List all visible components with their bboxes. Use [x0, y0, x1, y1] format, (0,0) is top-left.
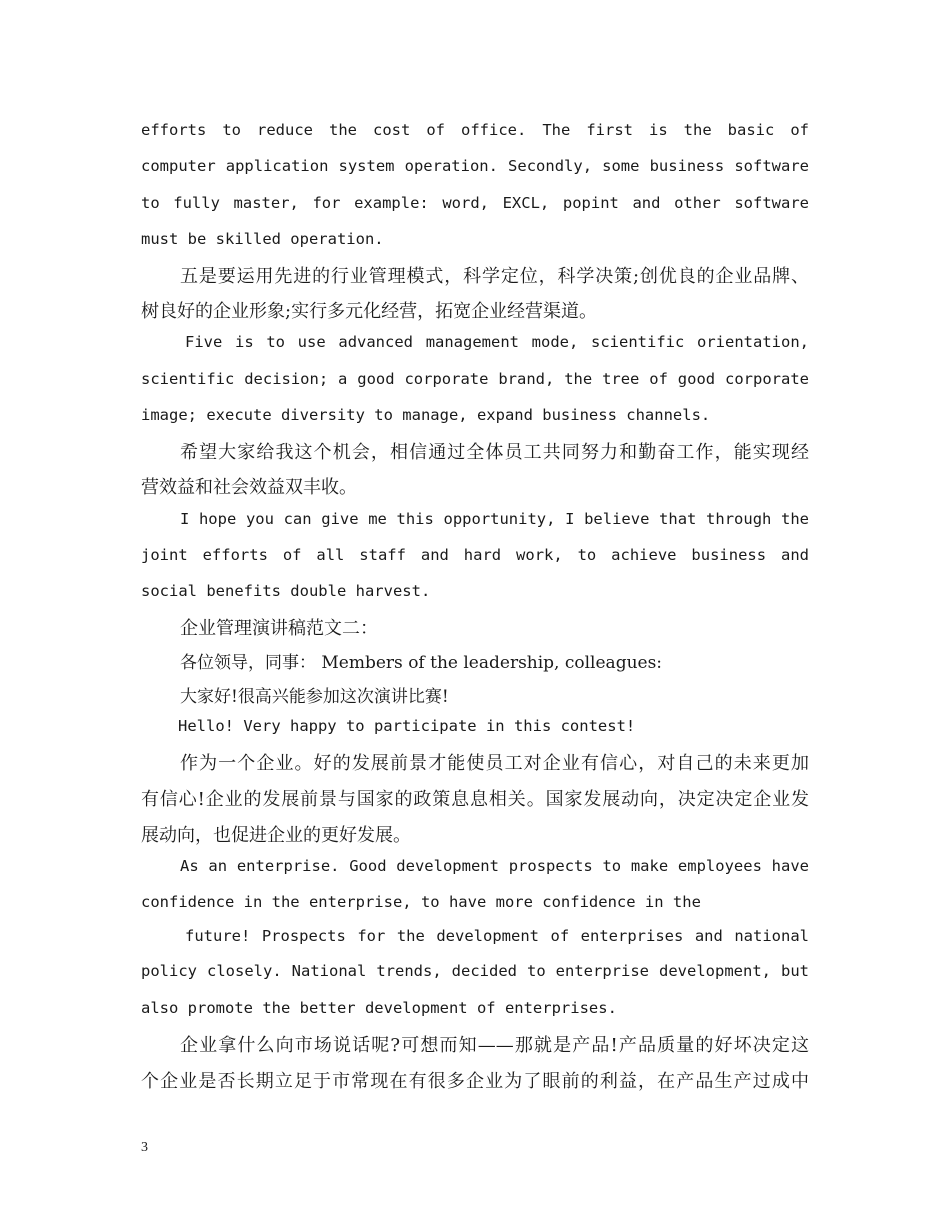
page-number: 3 [141, 1140, 148, 1155]
text-line: Hello! Very happy to participate in this contest! [178, 717, 636, 735]
text-line: future! Prospects for the development of enterprises and national [185, 927, 809, 945]
text-line: social benefits double harvest. [141, 582, 431, 600]
text-line: Five is to use advanced management mode, scientific orientation, [185, 333, 809, 351]
text-line: to fully master, for example: word, EXCL, popint and other software [141, 194, 809, 212]
text-line: must be skilled operation. [141, 230, 384, 248]
text-line: 大家好!很高兴能参加这次演讲比赛! [180, 687, 449, 707]
text-line: policy closely. National trends, decided to enterprise development, but [141, 962, 809, 980]
text-line: 个企业是否长期立足于市常现在有很多企业为了眼前的利益，在产品生产过成中 [141, 1071, 809, 1092]
text-line: 展动向，也促进企业的更好发展。 [141, 825, 411, 846]
section-heading: 企业管理演讲稿范文二： [180, 618, 378, 639]
text-line: 企业拿什么向市场说话呢?可想而知——那就是产品!产品质量的好坏决定这 [180, 1035, 809, 1056]
text-line: 营效益和社会效益双丰收。 [141, 477, 357, 498]
text-line: image; execute diversity to manage, expand business channels. [141, 406, 711, 424]
text-line: I hope you can give me this opportunity, I believe that through the [180, 510, 809, 528]
text-line: confidence in the enterprise, to have more confidence in the [141, 893, 701, 911]
text-line: also promote the better development of enterprises. [141, 999, 617, 1017]
text-line: 树良好的企业形象;实行多元化经营，拓宽企业经营渠道。 [141, 301, 598, 322]
text-line: 各位领导，同事： Members of the leadership, colleagues: [180, 653, 663, 673]
text-line: scientific decision; a good corporate brand, the tree of good corporate [141, 370, 809, 388]
text-line: joint efforts of all staff and hard work, to achieve business and [141, 546, 809, 564]
text-line: computer application system operation. Secondly, some business software [141, 157, 809, 175]
text-line: efforts to reduce the cost of office. The first is the basic of [141, 121, 809, 139]
text-line: As an enterprise. Good development prospects to make employees have [180, 857, 809, 875]
text-line: 五是要运用先进的行业管理模式，科学定位，科学决策;创优良的企业品牌、 [180, 266, 809, 287]
text-line: 希望大家给我这个机会，相信通过全体员工共同努力和勤奋工作，能实现经 [180, 442, 809, 463]
text-line: 有信心!企业的发展前景与国家的政策息息相关。国家发展动向，决定决定企业发 [141, 789, 809, 810]
text-line: 作为一个企业。好的发展前景才能使员工对企业有信心，对自己的未来更加 [180, 753, 809, 774]
